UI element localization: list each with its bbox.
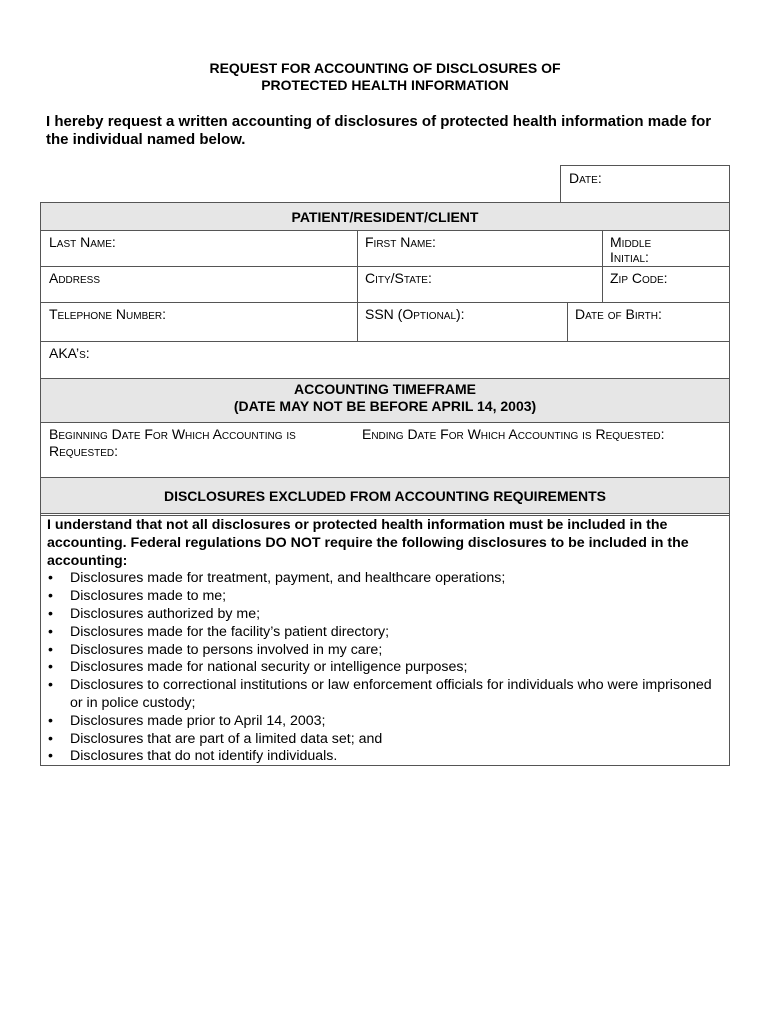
bullet-icon: • bbox=[48, 659, 53, 676]
list-item bbox=[47, 624, 727, 642]
bullet-icon: • bbox=[48, 748, 53, 765]
list-item bbox=[47, 713, 727, 731]
ssn-field[interactable]: SSN (Optional): bbox=[365, 306, 465, 322]
timeframe-heading-line-1: ACCOUNTING TIMEFRAME bbox=[294, 381, 476, 397]
date-label: Date: bbox=[569, 170, 602, 186]
timeframe-heading-line-2: (DATE MAY NOT BE BEFORE APRIL 14, 2003) bbox=[233, 398, 537, 414]
bullet-icon: • bbox=[48, 623, 53, 640]
list-item-text: Disclosures authorized by me; bbox=[70, 605, 261, 622]
document-title bbox=[0, 60, 770, 94]
bullet-icon: • bbox=[48, 641, 53, 658]
middle-initial-label-1: Middle bbox=[610, 234, 652, 250]
list-item-text: Disclosures made for national security or intelligence purposes; bbox=[70, 659, 468, 676]
date-box[interactable] bbox=[560, 165, 730, 203]
middle-initial-label-2: Initial: bbox=[610, 249, 649, 265]
list-item bbox=[47, 748, 727, 766]
excluded-disclosures-text bbox=[47, 517, 727, 766]
last-name-field[interactable]: Last Name: bbox=[49, 234, 116, 250]
excluded-heading: DISCLOSURES EXCLUDED FROM ACCOUNTING REQUIREMENTS bbox=[41, 478, 729, 513]
bullet-icon: • bbox=[48, 570, 53, 587]
bullet-icon: • bbox=[48, 730, 53, 747]
intro-statement: I hereby request a written accounting of disclosures of protected health information made for the individual named below. bbox=[46, 113, 712, 148]
list-item-text: Disclosures that are part of a limited data set; and bbox=[70, 730, 383, 747]
ending-date-field[interactable]: Ending Date For Which Accounting is Requested: bbox=[362, 426, 665, 442]
bullet-icon: • bbox=[48, 677, 53, 694]
beginning-date-field[interactable]: Beginning Date For Which Accounting is Requested: bbox=[49, 426, 296, 459]
zip-code-field[interactable]: Zip Code: bbox=[610, 270, 668, 286]
excluded-list bbox=[47, 570, 727, 766]
title-line-2: PROTECTED HEALTH INFORMATION bbox=[261, 77, 509, 93]
list-item bbox=[47, 606, 727, 624]
aka-field[interactable]: AKA’s: bbox=[49, 345, 90, 361]
first-name-field[interactable]: First Name: bbox=[365, 234, 436, 250]
bullet-icon: • bbox=[48, 712, 53, 729]
list-item-text: Disclosures made prior to April 14, 2003; bbox=[70, 712, 326, 729]
dob-field[interactable]: Date of Birth: bbox=[575, 306, 662, 322]
list-item-text: Disclosures that do not identify individuals. bbox=[70, 748, 338, 765]
excluded-lead-text: I understand that not all disclosures or protected health information must be included in the accounting. Federal regulations DO NOT require the following disclosures to be included in the accounting: bbox=[47, 517, 689, 569]
divider bbox=[40, 513, 730, 514]
patient-heading: PATIENT/RESIDENT/CLIENT bbox=[41, 203, 729, 230]
list-item bbox=[47, 570, 727, 588]
list-item-text: Disclosures made for the facility’s patient directory; bbox=[70, 623, 390, 640]
list-item bbox=[47, 588, 727, 606]
title-line-1: REQUEST FOR ACCOUNTING OF DISCLOSURES OF bbox=[209, 60, 561, 76]
address-field[interactable]: Address bbox=[49, 270, 101, 286]
list-item bbox=[47, 659, 727, 677]
list-item bbox=[47, 731, 727, 749]
middle-initial-field[interactable] bbox=[602, 231, 729, 267]
divider bbox=[40, 515, 730, 516]
telephone-field[interactable]: Telephone Number: bbox=[49, 306, 167, 322]
list-item-text: Disclosures to correctional institutions or law enforcement officials for individuals who were imprisoned or in police custody; bbox=[70, 677, 712, 711]
list-item-text: Disclosures made for treatment, payment, and healthcare operations; bbox=[70, 570, 506, 587]
list-item bbox=[47, 677, 727, 713]
bullet-icon: • bbox=[48, 588, 53, 605]
bullet-icon: • bbox=[48, 605, 53, 622]
list-item-text: Disclosures made to persons involved in my care; bbox=[70, 641, 383, 658]
list-item bbox=[47, 642, 727, 660]
city-state-field[interactable]: City/State: bbox=[365, 270, 432, 286]
list-item-text: Disclosures made to me; bbox=[70, 588, 227, 605]
timeframe-heading bbox=[41, 379, 729, 422]
